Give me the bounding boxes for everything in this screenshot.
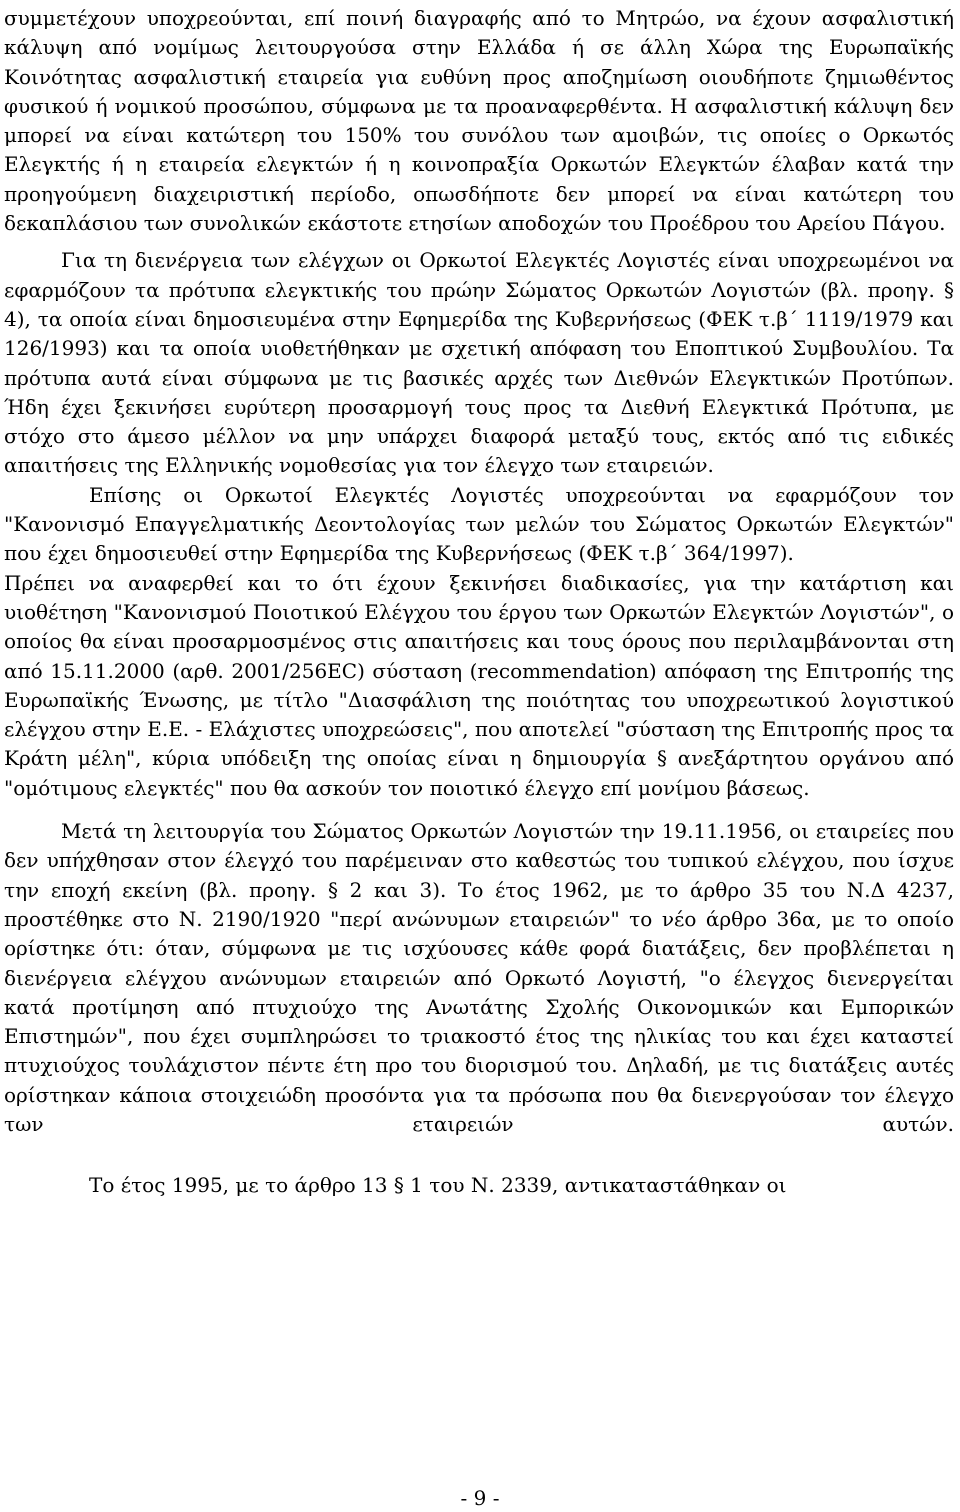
paragraph-code-of-ethics: Επίσης οι Ορκωτοί Ελεγκτές Λογιστές υποχρεούνται να εφαρμόζουν τον "Κανονισμό Επαγγελματικής Δεοντολογίας των μελών του Σώματος Ορκωτών Ελεγκτών" που έχει δημοσιευθεί στην Εφημερίδα της Κυβερνήσεως (ΦΕΚ τ.β΄ 364/1997).: [4, 482, 954, 566]
page-number: - 9 -: [460, 1486, 500, 1510]
paragraph-auditing-standards: Για τη διενέργεια των ελέγχων οι Ορκωτοί Ελεγκτές Λογιστές είναι υποχρεωμένοι να εφαρμόζουν τα πρότυπα ελεγκτικής του πρώην Σώματος Ορκωτών Λογιστών (βλ. προηγ. § 4), τα οποία είναι δημοσιευμένα στην Εφημερίδα της Κυβερνήσεως (ΦΕΚ τ.β΄ 1119/1979 και 126/1993) και τα οποία υιοθετήθηκαν με σχετική απόφαση του Εποπτικού Συμβουλίου. Τα πρότυπα αυτά είναι σύμφωνα με τις βασικές αρχές των Διεθνών Ελεγκτικών Προτύπων. Ήδη έχει ξεκινήσει ευρύτερη προσαρμογή τους προς τα Διεθνή Ελεγκτικά Πρότυπα, με στόχο στο άμεσο μέλλον να μην υπάρχει διαφορά μεταξύ τους, εκτός από τις ειδικές απαιτήσεις της Ελληνικής νομοθεσίας για τον έλεγχο των εταιρειών.: [4, 248, 954, 478]
paragraph-quality-control: Πρέπει να αναφερθεί και το ότι έχουν ξεκινήσει διαδικασίες, για την κατάρτιση και υιοθέτηση "Κανονισμού Ποιοτικού Ελέγχου του έργου των Ορκωτών Ελεγκτών Λογιστών", ο οποίος θα είναι προσαρμοσμένος στις απαιτήσεις και τους όρους που περιλαμβάνονται στη από 15.11.2000 (αρθ. 2001/256ΕC) σύσταση (recommendation) απόφαση της Επιτροπής της Ευρωπαϊκής Ένωσης, με τίτλο "Διασφάλιση της ποιότητας του υποχρεωτικού λογιστικού ελέγχου στην Ε.Ε. - Ελάχιστες υποχρεώσεις", που αποτελεί "σύσταση της Επιτροπής προς τα Κράτη μέλη", κύρια υπόδειξη της οποίας είναι η δημιουργία § ανεξάρτητου οργάνου από "ομότιμους ελεγκτές" που θα ασκούν τον ποιοτικό έλεγχο επί μονίμου βάσεως.: [4, 570, 954, 800]
paragraph-history-1956: Μετά τη λειτουργία του Σώματος Ορκωτών Λογιστών την 19.11.1956, οι εταιρείες που δεν υπήχθησαν στον έλεγχό του παρέμειναν στο καθεστώς του τυπικού ελέγχου, που ίσχυε την εποχή εκείνη (βλ. προηγ. § 2 και 3). Το έτος 1962, με το άρθρο 35 του Ν.Δ 4237, προστέθηκε στο Ν. 2190/1920 "περί ανώνυμων εταιρειών" το νέο άρθρο 36α, με το οποίο ορίστηκε ότι: όταν, σύμφωνα με τις ισχύουσες κάθε φορά διατάξεις, δεν προβλέπεται η διενέργεια ελέγχου ανώνυμων εταιρειών από Ορκωτό Λογιστή, "ο έλεγχος διενεργείται κατά προτίμηση από πτυχιούχο της Ανωτάτης Σχολής Οικονομικών και Εμπορικών Επιστημών", που έχει συμπληρώσει το τριακοστό έτος της ηλικίας του και έχει καταστεί πτυχιούχος τουλάχιστον πέντε έτη προ του διορισμού του. Δηλαδή, με τις διατάξεις αυτές ορίστηκαν κάποια στοιχειώδη προσόντα για τα πρόσωπα που θα διενεργούσαν τον έλεγχο των εταιρειών αυτών.: [4, 819, 954, 1136]
paragraph-insurance-coverage: συμμετέχουν υποχρεούνται, επί ποινή διαγραφής από το Μητρώο, να έχουν ασφαλιστική κάλυψη από νομίμως λειτουργούσα στην Ελλάδα ή σε άλλη Χώρα της Ευρωπαϊκής Κοινότητας ασφαλιστική εταιρεία για ευθύνη προς αποζημίωση οιουδήποτε ζημιωθέντος φυσικού ή νομικού προσώπου, σύμφωνα με τα προαναφερθέντα. Η ασφαλιστική κάλυψη δεν μπορεί να είναι κατώτερη του 150% του συνόλου των αμοιβών, τις οποίες ο Ορκωτός Ελεγκτής ή η εταιρεία ελεγκτών ή η κοινοπραξία Ορκωτών Ελεγκτών έλαβαν κατά την προηγούμενη διαχειριστική περίοδο, οπωσδήποτε δεν μπορεί να είναι κατώτερη του δεκαπλάσιου των συνολικών εκάστοτε ετησίων αποδοχών του Προέδρου του Αρείου Πάγου.: [4, 6, 954, 236]
paragraph-law-1995: Το έτος 1995, με το άρθρο 13 § 1 του Ν. 2339, αντικαταστάθηκαν οι: [89, 1173, 787, 1198]
document-page: [4, 4, 954, 1201]
